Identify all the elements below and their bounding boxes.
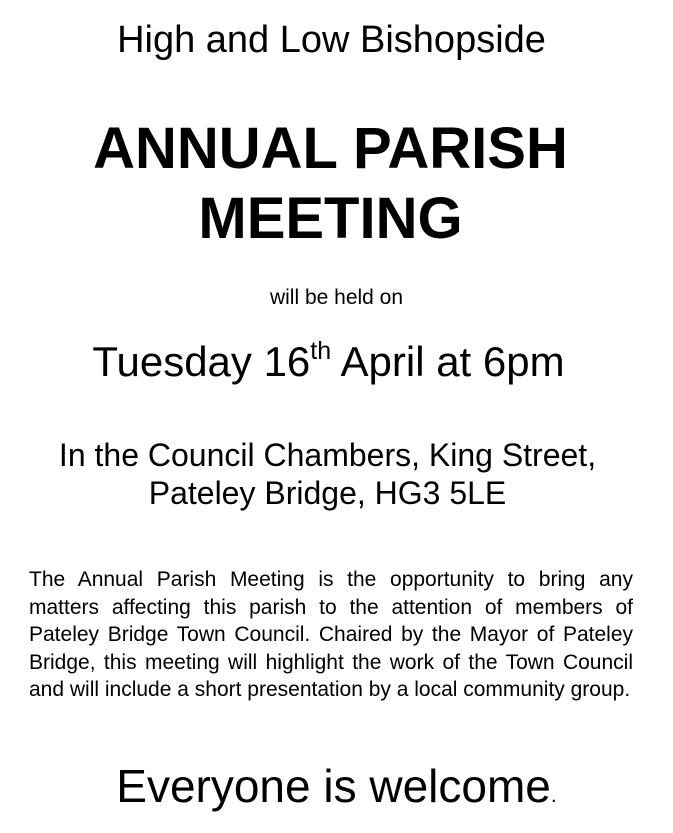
welcome-message	[0, 758, 673, 824]
held-on-text: will be held on	[269, 286, 404, 309]
title-line-2: MEETING	[198, 186, 463, 251]
parish-name: High and Low Bishopside	[117, 19, 546, 61]
venue-line-1: In the Council Chambers, King Street,	[58, 437, 597, 473]
meeting-date	[0, 337, 665, 387]
notice-title	[0, 114, 667, 254]
welcome-text: Everyone is welcome	[116, 760, 551, 812]
title-line-1: ANNUAL PARISH	[93, 116, 568, 181]
date-rest: April at 6pm	[331, 338, 565, 385]
meeting-venue	[0, 436, 664, 512]
date-prefix: Tuesday 16	[92, 338, 311, 385]
date-ordinal-suffix: th	[310, 337, 332, 365]
meeting-description: The Annual Parish Meeting is the opportunity to bring any matters affecting this parish to the attention of members of Pateley Bridge Town Council. Chaired by the Mayor of Pateley Bridge, this meeting will highlight the work of the Town Council and will include a short presentation by a local community group.	[29, 568, 633, 701]
venue-line-2: Pateley Bridge, HG3 5LE	[148, 475, 507, 511]
welcome-period: .	[550, 784, 557, 807]
